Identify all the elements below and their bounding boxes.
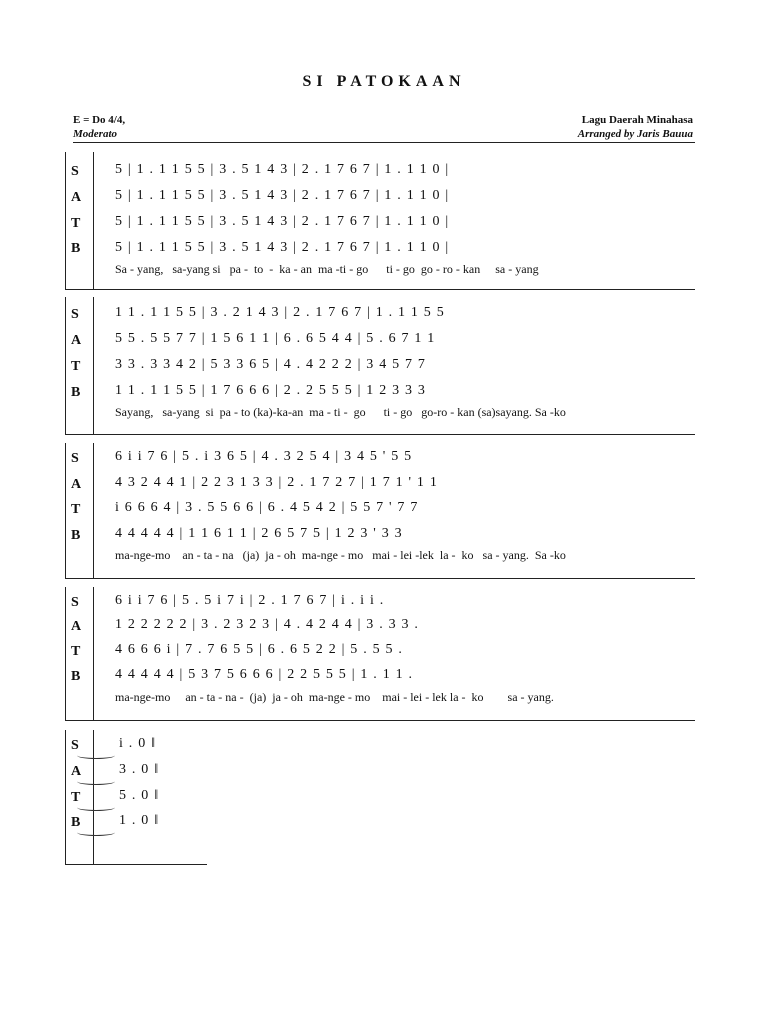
- voice-label-a: A: [71, 333, 82, 348]
- voice-label-s: S: [71, 307, 79, 322]
- voice-label-s: S: [71, 164, 79, 179]
- alto-notes: 4 3 2 4 4 1 | 2 2 3 1 3 3 | 2 . 1 7 2 7 | 1 7 1 ' 1 1: [115, 475, 439, 490]
- system-divider: [65, 720, 695, 721]
- bass-notes: 5 | 1 . 1 1 5 5 | 3 . 5 1 4 3 | 2 . 1 7 6 7 | 1 . 1 1 0 |: [115, 240, 450, 255]
- bass-notes: 4 4 4 4 4 | 5 3 7 5 6 6 6 | 2 2 5 5 5 | 1 . 1 1 .: [115, 667, 414, 682]
- voice-label-b: B: [71, 669, 81, 684]
- voice-label-b: B: [71, 241, 81, 256]
- tempo-block: [73, 113, 125, 141]
- soprano-notes: 5 | 1 . 1 1 5 5 | 3 . 5 1 4 3 | 2 . 1 7 6 7 | 1 . 1 1 0 |: [115, 162, 450, 177]
- alto-notes: 5 5 . 5 5 7 7 | 1 5 6 1 1 | 6 . 6 5 4 4 | 5 . 6 7 1 1: [115, 331, 436, 346]
- tenor-notes: 5 . 0 ‖: [119, 788, 160, 803]
- system-divider: [65, 289, 695, 290]
- lyrics-line: ma-nge-mo an - ta - na (ja) ja - oh ma-nge - mo mai - lei -lek la - ko sa - yang. Sa -ko: [115, 548, 566, 562]
- voice-label-s: S: [71, 451, 79, 466]
- voice-label-s: S: [71, 738, 79, 753]
- tenor-notes: i 6 6 6 4 | 3 . 5 5 6 6 | 6 . 4 5 4 2 | 5 5 7 ' 7 7: [115, 500, 419, 515]
- lyrics-line: ma-nge-mo an - ta - na - (ja) ja - oh ma-nge - mo mai - lei - lek la - ko sa - yang.: [115, 690, 554, 704]
- voice-label-t: T: [71, 790, 81, 805]
- key-signature: E = Do 4/4,: [73, 114, 126, 126]
- arranger-credit: Arranged by Jaris Bauua: [577, 128, 693, 140]
- voice-label-s: S: [71, 595, 79, 610]
- tie-slur: [77, 752, 115, 759]
- voice-label-t: T: [71, 359, 81, 374]
- voice-label-t: T: [71, 502, 81, 517]
- bass-notes: 1 . 0 ‖: [119, 813, 160, 828]
- system-divider: [65, 864, 207, 865]
- voice-label-b: B: [71, 815, 81, 830]
- credit-block: [578, 113, 693, 141]
- system-divider: [65, 434, 695, 435]
- tenor-notes: 3 3 . 3 3 4 2 | 5 3 3 6 5 | 4 . 4 2 2 2 | 3 4 5 7 7: [115, 357, 427, 372]
- score-system-4: [65, 587, 695, 721]
- lyrics-line: Sa - yang, sa-yang si pa - to - ka - an ma -ti - go ti - go go - ro - kan sa - yang: [115, 262, 539, 276]
- tie-slur: [77, 829, 115, 836]
- bass-notes: 1 1 . 1 1 5 5 | 1 7 6 6 6 | 2 . 2 5 5 5 | 1 2 3 3 3: [115, 383, 427, 398]
- voice-label-a: A: [71, 764, 82, 779]
- song-title: SI PATOKAAN: [302, 73, 466, 90]
- soprano-notes: 6 i i 7 6 | 5 . 5 i 7 i | 2 . 1 7 6 7 | i . i i .: [115, 593, 385, 608]
- tie-slur: [77, 778, 115, 785]
- score-system-5: [65, 730, 207, 865]
- system-divider: [65, 578, 695, 579]
- lyrics-line: Sayang, sa-yang si pa - to (ka)-ka-an ma - ti - go ti - go go-ro - kan (sa)sayang. Sa -ko: [115, 405, 566, 419]
- alto-notes: 3 . 0 ‖: [119, 762, 160, 777]
- voice-label-t: T: [71, 216, 81, 231]
- tenor-notes: 4 6 6 6 i | 7 . 7 6 5 5 | 6 . 6 5 2 2 | 5 . 5 5 .: [115, 642, 404, 657]
- alto-notes: 1 2 2 2 2 2 | 3 . 2 3 2 3 | 4 . 4 2 4 4 | 3 . 3 3 .: [115, 617, 420, 632]
- soprano-notes: i . 0 ‖: [119, 736, 157, 751]
- soprano-notes: 1 1 . 1 1 5 5 | 3 . 2 1 4 3 | 2 . 1 7 6 7 | 1 . 1 1 5 5: [115, 305, 445, 320]
- song-origin: Lagu Daerah Minahasa: [581, 114, 693, 126]
- score-system-3: [65, 443, 695, 579]
- header-rule: [73, 142, 695, 143]
- bass-notes: 4 4 4 4 4 | 1 1 6 1 1 | 2 6 5 7 5 | 1 2 3 ' 3 3: [115, 526, 403, 541]
- soprano-notes: 6 i i 7 6 | 5 . i 3 6 5 | 4 . 3 2 5 4 | 3 4 5 ' 5 5: [115, 449, 413, 464]
- voice-label-a: A: [71, 190, 82, 205]
- voice-label-a: A: [71, 619, 82, 634]
- tie-slur: [77, 804, 115, 811]
- score-system-2: [65, 297, 695, 435]
- tempo-marking: Moderato: [73, 128, 117, 140]
- voice-label-b: B: [71, 528, 81, 543]
- tenor-notes: 5 | 1 . 1 1 5 5 | 3 . 5 1 4 3 | 2 . 1 7 6 7 | 1 . 1 1 0 |: [115, 214, 450, 229]
- score-system-1: [65, 152, 695, 290]
- voice-label-b: B: [71, 385, 81, 400]
- alto-notes: 5 | 1 . 1 1 5 5 | 3 . 5 1 4 3 | 2 . 1 7 6 7 | 1 . 1 1 0 |: [115, 188, 450, 203]
- voice-label-t: T: [71, 644, 81, 659]
- voice-label-a: A: [71, 477, 82, 492]
